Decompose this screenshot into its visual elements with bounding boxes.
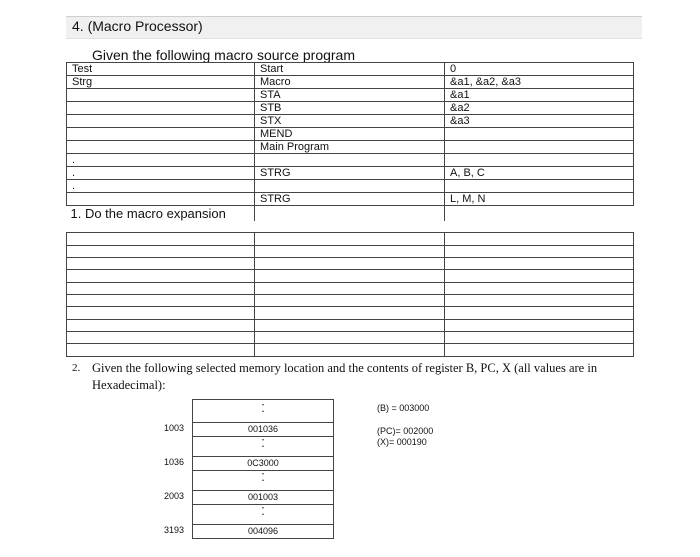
table-cell [67, 332, 255, 344]
table-cell [255, 307, 445, 320]
table-row [67, 141, 634, 154]
table-cell [255, 206, 445, 222]
table-cell [67, 89, 255, 102]
table-row [67, 206, 634, 222]
table-cell [255, 332, 445, 344]
register-pc: (PC)= 002000 [377, 426, 434, 436]
table-cell [255, 283, 445, 295]
table-cell [67, 115, 255, 128]
table-cell [255, 295, 445, 307]
section-header: 4. (Macro Processor) [72, 18, 203, 34]
table-cell: 1. Do the macro expansion [67, 206, 255, 222]
table-cell [445, 246, 634, 258]
table-cell: STA [255, 89, 445, 102]
table-cell [445, 233, 634, 246]
table-cell [445, 307, 634, 320]
table-cell: &a1, &a2, &a3 [445, 76, 634, 89]
table-cell [445, 344, 634, 357]
table-row [67, 89, 634, 102]
table-cell: Strg [67, 76, 255, 89]
table-row [67, 246, 634, 258]
table-cell [67, 258, 255, 270]
table-cell [445, 270, 634, 283]
table-row [67, 332, 634, 344]
table-cell [255, 344, 445, 357]
ellipsis-dots: ⁚ [261, 403, 265, 415]
ellipsis-dots: ⁚ [261, 506, 265, 518]
table-cell [445, 332, 634, 344]
table-row [67, 115, 634, 128]
table-row [67, 63, 634, 76]
table-row [67, 344, 634, 357]
table-cell [67, 320, 255, 332]
table-cell [445, 128, 634, 141]
table-row [67, 320, 634, 332]
table-cell [67, 233, 255, 246]
memory-address: 3193 [164, 525, 185, 535]
table-cell [67, 193, 255, 206]
register-x: (X)= 000190 [377, 437, 427, 447]
table-cell [67, 283, 255, 295]
question-2-number: 2. [72, 362, 81, 374]
ellipsis-dots: ⁚ [261, 438, 265, 450]
table-cell: MEND [255, 128, 445, 141]
question-2-text: Given the following selected memory location and the contents of register B, PC, X (all values are in Hexadecimal): [92, 361, 598, 392]
table-cell: 0 [445, 63, 634, 76]
table-cell [67, 141, 255, 154]
table-cell: L, M, N [445, 193, 634, 206]
table-row [67, 258, 634, 270]
memory-address: 1003 [164, 423, 185, 433]
table-cell [255, 233, 445, 246]
table-cell [445, 295, 634, 307]
table-cell [67, 102, 255, 115]
table-cell [445, 154, 634, 167]
memory-cell: 001036 [193, 422, 333, 437]
table-row [67, 76, 634, 89]
table-cell [67, 295, 255, 307]
table-cell: &a2 [445, 102, 634, 115]
memory-cell: 004096 [193, 524, 333, 539]
table-cell [67, 344, 255, 357]
table-cell: &a3 [445, 115, 634, 128]
table-cell [67, 246, 255, 258]
table-cell [255, 270, 445, 283]
table-row [67, 102, 634, 115]
table-cell [445, 258, 634, 270]
table-cell [445, 180, 634, 193]
memory-address: 2003 [164, 491, 185, 501]
table-cell: Test [67, 63, 255, 76]
table-cell [255, 258, 445, 270]
memory-diagram [192, 399, 334, 539]
subtitle: Given the following macro source program [92, 47, 356, 63]
table-row [67, 233, 634, 246]
table-row [67, 180, 634, 193]
register-b: (B) = 003000 [377, 403, 430, 413]
table-cell: . [67, 167, 255, 180]
table-cell: Main Program [255, 141, 445, 154]
table-cell: . [67, 180, 255, 193]
table-cell [445, 320, 634, 332]
table-cell [255, 154, 445, 167]
memory-address: 1036 [164, 457, 185, 467]
expansion-table [66, 232, 634, 357]
table-cell: &a1 [445, 89, 634, 102]
table-cell [255, 180, 445, 193]
table-cell [67, 128, 255, 141]
table-row [67, 193, 634, 206]
macro-source-table [66, 62, 634, 221]
table-row [67, 295, 634, 307]
table-cell: . [67, 154, 255, 167]
table-cell [445, 141, 634, 154]
table-cell: Macro [255, 76, 445, 89]
table-row [67, 128, 634, 141]
table-cell [445, 283, 634, 295]
table-cell: A, B, C [445, 167, 634, 180]
ellipsis-dots: ⁚ [261, 472, 265, 484]
table-row [67, 307, 634, 320]
table-cell: STRG [255, 193, 445, 206]
table-cell [445, 206, 634, 222]
table-row [67, 283, 634, 295]
table-row [67, 167, 634, 180]
memory-cell: 001003 [193, 490, 333, 505]
table-cell [67, 270, 255, 283]
memory-cell: 0C3000 [193, 456, 333, 471]
table-row [67, 270, 634, 283]
table-cell: STX [255, 115, 445, 128]
table-cell [67, 307, 255, 320]
table-cell: STRG [255, 167, 445, 180]
table-cell [255, 246, 445, 258]
table-cell: STB [255, 102, 445, 115]
table-cell: Start [255, 63, 445, 76]
table-row [67, 154, 634, 167]
table-cell [255, 320, 445, 332]
